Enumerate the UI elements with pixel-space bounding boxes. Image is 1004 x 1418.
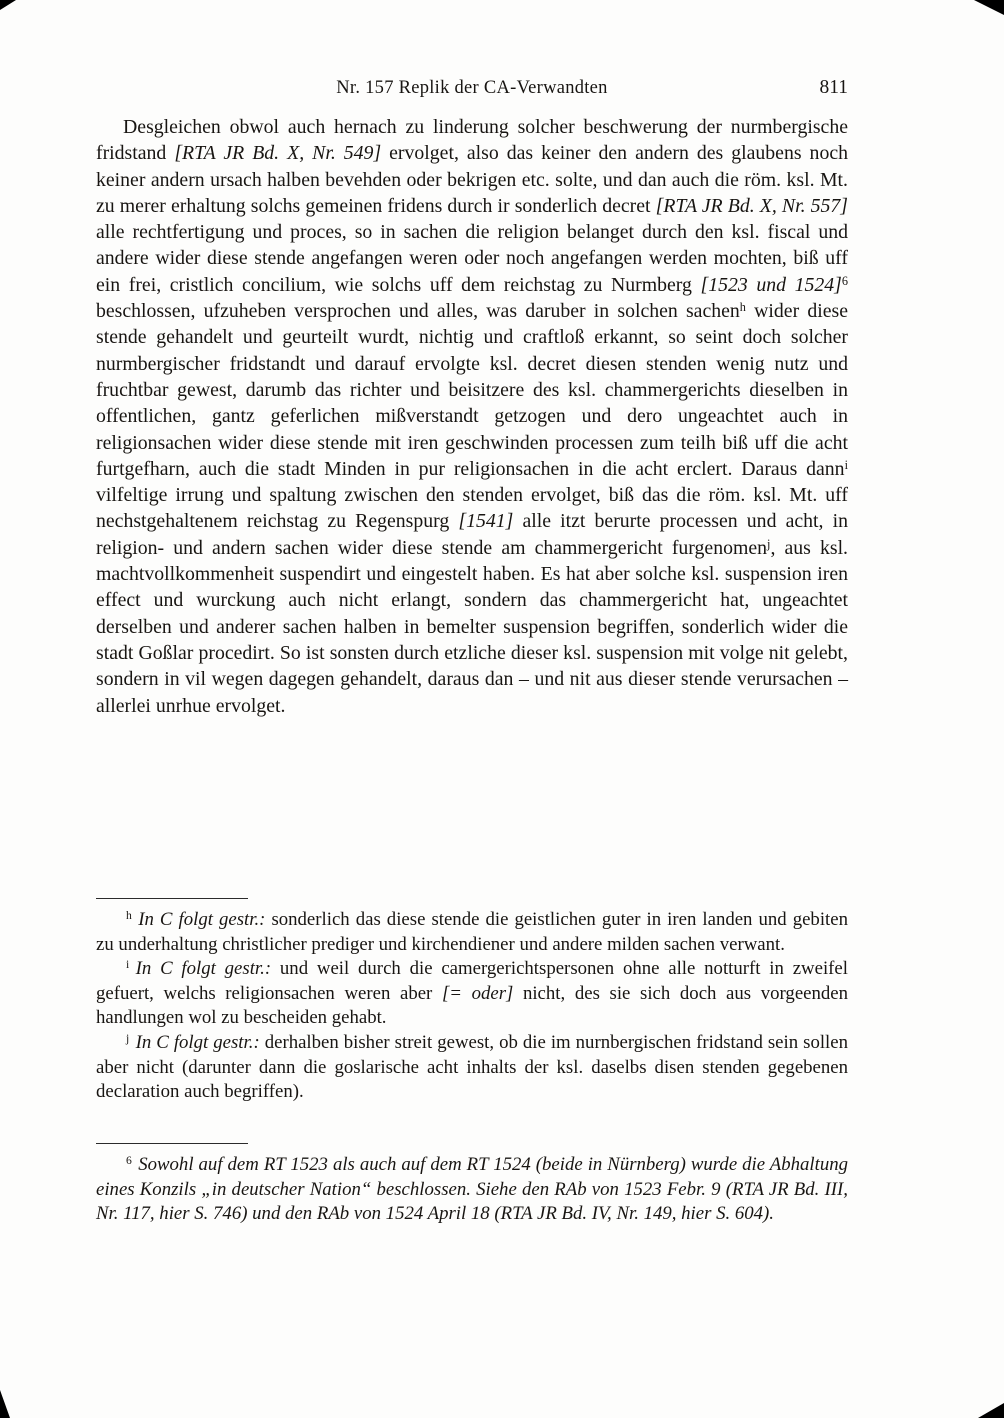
running-title: Nr. 157 Replik der CA-Verwandten xyxy=(336,78,608,98)
scan-artifact-top-left xyxy=(0,0,16,10)
scan-artifact-top-right xyxy=(974,0,1004,15)
apparatus-footnotes xyxy=(96,898,848,1105)
commentary-note-6: $^6$ Sowohl auf dem RT 1523 als auch auf dem RT 1524 (beide in Nürnberg) wurde die Abhaltung eines Konzils „in deutscher Nation“ beschlossen. Siehe den RAb von 1523 Febr. 9 (RTA JR Bd. III, Nr. 117, hier S. 746) und den RAb von 1524 April 18 (RTA JR Bd. IV, Nr. 149, hier S. 604). xyxy=(96,1154,848,1225)
footnote-separator-rule xyxy=(96,898,248,899)
page-number: 811 xyxy=(819,77,848,98)
apparatus-note-h: $^h$ In C folgt gestr.: sonderlich das diese stende die geistlichen guter in iren landen und gebiten zu underhaltung christlicher prediger und kirchendiener und andere milden sachen verwant. xyxy=(96,909,848,955)
commentary-separator-rule xyxy=(96,1143,248,1144)
scan-artifact-bottom-right xyxy=(978,1403,1004,1418)
scan-artifact-bottom-left xyxy=(0,1390,10,1418)
body-paragraph: Desgleichen obwol auch hernach zu linderung solcher beschwerung der nurmbergische fridstand [RTA JR Bd. X, Nr. 549] ervolget, also das keiner den andern des glaubens noch keiner andern ursach halben bevehden oder bekrigen etc. solte, und dan auch die röm. ksl. Mt. zu merer erhaltung solchs gemeinen fridens durch ir sonderlich decret [RTA JR Bd. X, Nr. 557] alle rechtfertigung und proces, so in sachen die religion belanget durch den ksl. fiscal und andere wider diese stende angefangen weren oder noch angefangen werden mochten, biß uff ein frei, cristlich concilium, wie solchs uff dem reichstag zu Nurmberg [1523 und 1524]$^6$ beschlossen, ufzuheben versprochen und alles, was daruber in solchen sachen$^h$ wider diese stende gehandelt und geurteilt wurdt, nichtig und craftloß erkannt, so seint doch solcher nurmbergischer fridstandt und darauf ervolgte ksl. decret diesen stenden wenig nutz und fruchtbar gewest, darumb das richter und beisitzere des ksl. chammergerichts dieselben in offentlichen, gantz geferlichen mißverstandt getzogen und dero ungeachtet auch in religionsachen wider diese stende mit iren geschwinden processen zum teilh biß uff die acht furtgefharn, auch die stadt Minden in pur religionsachen in die acht erclert. Daraus dann$^i$ vilfeltige irrung und spaltung zwischen den stenden ervolget, biß das die röm. ksl. Mt. uff nechstgehaltenem reichstag zu Regenspurg [1541] alle itzt berurte processen und acht, in religion- und andern sachen wider diese stende am chammergericht furgenomen$^j$, aus ksl. machtvollkommenheit suspendirt und eingestelt haben. Es hat aber solche ksl. suspension iren effect und wurckung auch nicht erlangt, sondern das chammergericht hat, ungeachtet derselben und anderer sachen halben in bemelter suspension begriffen, sonderlich wider die stadt Goßlar procedirt. So ist sonsten durch etzliche dieser ksl. suspension mit volge nit gelebt, sondern in vil wegen dagegen gehandelt, daraus dan – und nit aus dieser stende verursachen – allerlei unrhue ervolget. xyxy=(96,116,849,717)
apparatus-note-i: $^i$ In C folgt gestr.: und weil durch die camergerichtspersonen ohne alle notturft in zweifel gefuert, welchs religionsachen weren aber [= oder] nicht, des sie sich doch aus vorgeenden handlungen wol zu bescheiden gehabt. xyxy=(96,958,849,1029)
main-text-block xyxy=(96,114,848,719)
running-head xyxy=(96,78,848,104)
apparatus-note-j: $^j$ In C folgt gestr.: derhalben bisher streit gewest, ob die im nurnbergischen fridstand sein sollen aber nicht (darunter dann die goslarische acht inhalts der ksl. daselbs disen stenden gegebenen declaration auch begriffen). xyxy=(96,1031,848,1103)
commentary-footnotes xyxy=(96,1143,848,1227)
